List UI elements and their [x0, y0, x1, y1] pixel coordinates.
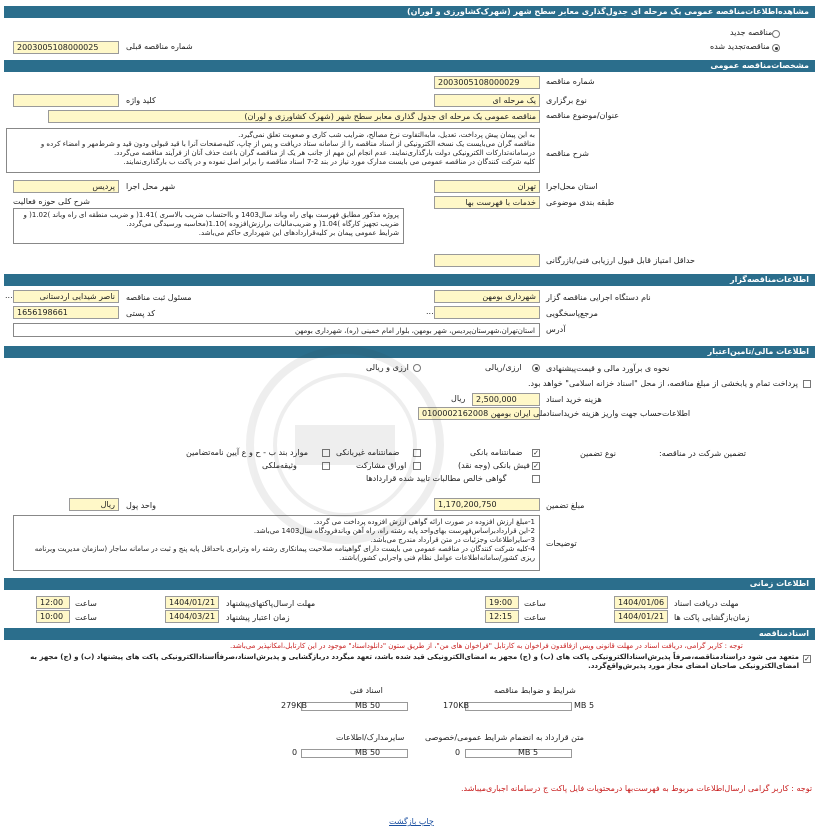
open-time-label: ساعت [524, 613, 546, 622]
tech-used: 279KB [281, 701, 308, 710]
print-back-link[interactable]: چاپ بازگشت [389, 817, 434, 826]
guarantee-type-label: نوع تضمین [580, 449, 616, 458]
address-label: آدرس [546, 325, 566, 334]
bank-guarantee-label: ضمانتنامه بانکی [470, 448, 523, 457]
bonds-label: اوراق مشارکت [356, 461, 407, 470]
organization-label: نام دستگاه اجرایی مناقصه گزار [546, 293, 651, 302]
account-field: ملی ایران بومهن 0100002162008 [418, 407, 540, 420]
cheque-label: فیش بانکی (وجه نقد) [458, 461, 530, 470]
category-field: خدمات با فهرست بها [434, 196, 540, 209]
province-label: استان محل‌اجرا [546, 182, 598, 191]
submit-date-field: 1404/01/21 [165, 596, 219, 609]
contract-label: متن قرارداد به انضمام شرایط عمومی/خصوصی [425, 733, 584, 742]
commit-checkbox[interactable] [803, 655, 811, 663]
general-section-header: مشخصات‌مناقصه عمومی [4, 60, 815, 72]
submit-time-label: ساعت [75, 599, 97, 608]
cheque-checkbox[interactable] [532, 462, 540, 470]
validity-time-label: ساعت [75, 613, 97, 622]
rial2-radio[interactable] [413, 364, 421, 372]
tech-max: 50 MB [355, 701, 381, 710]
organization-field: شهرداری بومهن [434, 290, 540, 303]
other-guarantee-checkbox[interactable] [322, 449, 330, 457]
min-score-field [434, 254, 540, 267]
bonds-checkbox[interactable] [413, 462, 421, 470]
nonbank-guarantee-checkbox[interactable] [413, 449, 421, 457]
account-label: اطلاعات‌حساب جهت واریز هزینه خریداسناد [546, 409, 691, 418]
scope-label: شرح کلی حوزه فعالیت [13, 197, 90, 206]
doc-start-time-label: ساعت [524, 599, 546, 608]
terms-progress [465, 702, 572, 711]
rial-radio-label: ارزی/ریالی [485, 363, 522, 372]
category-label: طبقه بندی موضوعی [546, 198, 615, 207]
address-box: استان‌تهران،شهرستان‌پردیس، شهر بومهن، بلوار امام خمینی (ره)، شهرداری بومهن [13, 323, 540, 337]
reference-more-link[interactable]: ... [426, 307, 434, 316]
claims-label: گواهی خالص مطالبات تایید شده قراردادها [366, 474, 507, 483]
terms-max: 5 MB [574, 701, 595, 710]
finance-section-header: اطلاعات مالی/تامین‌اعتبار [4, 346, 815, 358]
previous-tender-field: 2003005108000025 [13, 41, 119, 54]
guarantee-label: تضمین شرکت در مناقصه: [659, 449, 747, 458]
doc-fee-field: 2,500,000 [472, 393, 540, 406]
renewed-tender-label: مناقصه‌تجدید شده [710, 42, 770, 51]
open-date-field: 1404/01/21 [614, 610, 668, 623]
postal-code-field: 1656198661 [13, 306, 119, 319]
currency-field: ریال [69, 498, 119, 511]
tender-title-label: عنوان/موضوع مناقصه [546, 111, 619, 120]
organizer-section-header: اطلاعات‌مناقصه‌گزار [4, 274, 815, 286]
scope-box: پروژه مذکور مطابق فهرست بهای راه وباند سال1403 و بااحتساب ضریب بالاسری )1.41( و ضریب منطقه ای راه وباند )1.02( و ضریب تجهیز کارگاه )1.04( و ضریب‌مالیات برارزش‌افزوده )1.10(محاسبه ورسیدگی می‌گردد. شرایط عمومی پیمان بر کلیه‌قراردادهای این شهرداری حاکم می‌باشد. [13, 208, 404, 244]
terms-label: شرایط و ضوابط مناقصه [494, 686, 576, 695]
reference-label: مرجع‌پاسخگویی [546, 309, 598, 318]
renewed-tender-radio[interactable] [772, 44, 780, 52]
tender-number-field: 2003005108000029 [434, 76, 540, 89]
nonbank-guarantee-label: ضمانتنامه غیربانکی [336, 448, 400, 457]
doc-start-label: مهلت دریافت اسناد [674, 599, 739, 608]
documents-section-header: اسنادمناقصه [4, 628, 815, 640]
timing-section-header: اطلاعات زمانی [4, 578, 815, 590]
rial2-radio-label: ارزی و ریالی [366, 363, 409, 372]
guarantee-amount-field: 1,170,200,750 [434, 498, 540, 511]
treasury-text: پرداخت تمام و یابخشی از مبلغ مناقصه، از محل "اسناد خزانه اسلامی" خواهد بود. [528, 379, 798, 388]
keyword-field [13, 94, 119, 107]
new-tender-radio[interactable] [772, 30, 780, 38]
submit-label: مهلت ارسال‌پاکتهای‌پیشنهاد [226, 599, 316, 608]
other-used: 0 [292, 748, 298, 757]
submit-time-field: 12:00 [36, 596, 70, 609]
rial-radio[interactable] [532, 364, 540, 372]
property-checkbox[interactable] [322, 462, 330, 470]
official-label: مسئول ثبت مناقصه [126, 293, 192, 302]
doc-start-time-field: 19:00 [485, 596, 519, 609]
claims-checkbox[interactable] [532, 475, 540, 483]
open-time-field: 12:15 [485, 610, 519, 623]
official-field: ناصر شیدایی اردستانی [13, 290, 119, 303]
guarantee-amount-label: مبلغ تضمین [546, 501, 585, 510]
treasury-checkbox[interactable] [803, 380, 811, 388]
commit-text: متعهد می شود دراسنادمناقصه،صرفاً پذیرش‌اسنادالکترونیکی پاکت های (ب) و (ج) مجهز به امضای‌الکترونیکی قید شده باشد، تعهد میگردد دربازگشایی و پذیرش‌اسناد،صرفاً‌اسنادالکترونیکی پاکت های پیشنهاد (ب) و (ج) مجهز به امضای‌الکترونیکی صاحبان امضای مجاز مورد پذیرش‌واقع‌گردد. [6, 652, 801, 674]
doc-fee-unit: ریال [451, 394, 466, 403]
other-max: 50 MB [355, 748, 381, 757]
documents-notice: توجه : کاربر گرامی، دریافت اسناد در مهلت قانونی وپس ازفاقدون فراخوان به کارتابل "فراخوان های من"، از طریق ستون "دانلوداسناد" موجود در این کارتابل،امکانپذیر می‌باشد. [230, 642, 743, 650]
tender-title-field: مناقصه عمومی یک مرحله ای جدول گذاری معابر سطح شهر (شهرک کشاورزی و لوران) [48, 110, 540, 123]
tech-label: اسناد فنی [350, 686, 383, 695]
doc-fee-label: هزینه خرید اسناد [546, 395, 602, 404]
previous-tender-label: شماره مناقصه قبلی [126, 42, 193, 51]
keyword-label: کلید واژه [126, 96, 156, 105]
procedure-field: یک مرحله ای [434, 94, 540, 107]
open-label: زمان‌بازگشایی پاکت ها [674, 613, 750, 622]
reference-field [434, 306, 540, 319]
new-tender-label: مناقصه جدید [730, 28, 773, 37]
procedure-label: نوع برگزاری [546, 96, 587, 105]
validity-time-field: 10:00 [36, 610, 70, 623]
province-field: تهران [434, 180, 540, 193]
page-title: مشاهده‌اطلاعات‌مناقصه عمومی یک مرحله ای جدول‌گذاری معابر سطح شهر (شهرک‌کشاورزی و لوران) [4, 6, 815, 18]
validity-date-field: 1404/03/21 [165, 610, 219, 623]
doc-start-date-field: 1404/01/06 [614, 596, 668, 609]
terms-used: 170KB [443, 701, 470, 710]
city-field: پردیس [13, 180, 119, 193]
city-label: شهر محل اجرا [126, 182, 176, 191]
other-label: سایرمدارک/اطلاعات [336, 733, 405, 742]
notes-label: توضیحات [546, 539, 577, 548]
description-box: به این پیمان پیش پرداخت، تعدیل، مابه‌التفاوت نرخ مصالح، ضرایب شب کاری و صعوبت تعلق نمی‌گیرد. مناقصه گران می‌بایست یک نسخه الکترونیکی از اسناد مناقصه را از سامانه ستاد دریافت و پس از چاپ، کلیه‌صفحات آنرا با قید قبولی ودون قید و شرط‌مهر و امضاء کرده و درسامانه‌تدارکات الکترونیکی دولت بارگذاری‌نمایند. عدم انجام این مهم از جانب هر یک از مناقصه گران باعث حذف آنان از فرآیند مناقصه می‌گردد. کلیه شرکت کنندگان در مناقصه عمومی می بایست مدارک مورد نیاز در بند 2-7 اسناد مناقصه را برابر اصل نموده و در پاکت ب بارگذاری‌نمایند. [6, 128, 540, 173]
postal-code-label: کد پستی [126, 309, 155, 318]
estimate-label: نحوه ی برآورد مالی و قیمت‌پیشنهادی [546, 364, 670, 373]
other-guarantee-label: موارد بند ب - ح و ع آیین نامه‌تضامین [186, 448, 309, 457]
bank-guarantee-checkbox[interactable] [532, 449, 540, 457]
official-more-link[interactable]: ... [5, 291, 13, 300]
tender-number-label: شماره مناقصه [546, 77, 595, 86]
contract-used: 0 [455, 748, 461, 757]
property-label: وثیقه‌ملکی [262, 461, 297, 470]
description-label: شرح مناقصه [546, 149, 590, 158]
validity-label: زمان اعتبار پیشنهاد [226, 613, 290, 622]
notes-box: 1-مبلغ ارزش افزوده در صورت ارائه گواهی ارزش افزوده پرداخت می گردد. 2-این قراردادبراساس‌فهرست بهای‌واحد پایه رشته راه، راه آهن وباندفرودگاه سال1403 می‌باشد. 3-سایراطلاعات وجزئیات در متن قرارداد مندرج می‌باشد. 4-کلیه شرکت کنندگان در مناقصه عمومی می بایست دارای گواهینامه صلاحیت پیمانکاری رشته راه وترابری باحداقل پایه پنج و ثبت در سامانه ساجار (سازمان مدیریت وبرنامه ریزی کشور/سامانه‌اطلاعات عوامل نظام فنی واجرایی کشور)باشند. [13, 515, 540, 571]
contract-max: 5 MB [518, 748, 539, 757]
footer-notice: توجه : کاربر گرامی ارسال‌اطلاعات مربوط به فهرست‌بها درمحتویات فایل پاکت ج درسامانه اجباری‌میباشد. [461, 784, 813, 793]
currency-label: واحد پول [126, 501, 156, 510]
min-score-label: حداقل امتیاز قابل قبول ارزیابی فنی/بازرگانی [546, 256, 695, 265]
